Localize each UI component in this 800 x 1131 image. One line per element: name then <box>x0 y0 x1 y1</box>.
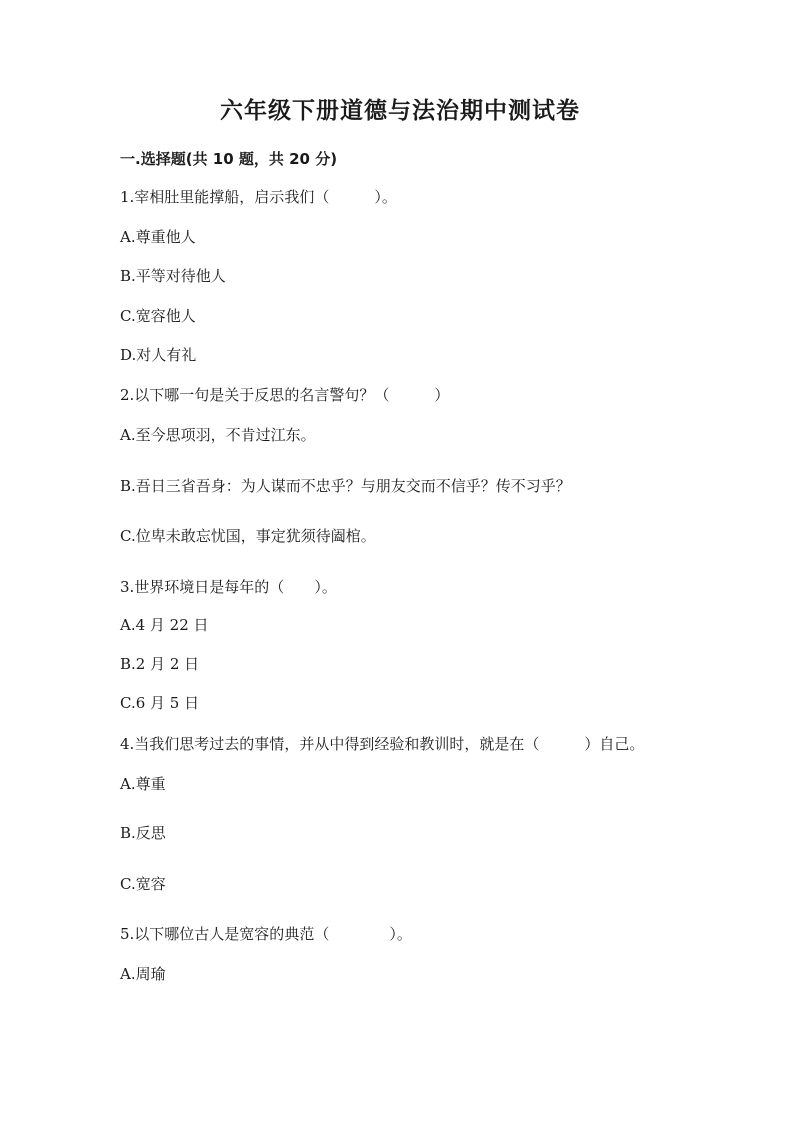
question-option: B.吾日三省吾身：为人谋而不忠乎？与朋友交而不信乎？传不习乎？ <box>120 477 571 495</box>
question-stem: 5.以下哪位古人是宽容的典范（ ）。 <box>120 925 412 943</box>
section-heading: 一.选择题(共 10 题，共 20 分) <box>120 150 338 168</box>
question-option: B.2 月 2 日 <box>120 655 200 673</box>
question-option: A.4 月 22 日 <box>120 616 209 634</box>
question-option: C.6 月 5 日 <box>120 694 200 712</box>
question-stem: 2.以下哪一句是关于反思的名言警句？（ ） <box>120 386 450 404</box>
question-option: A.至今思项羽，不肯过江东。 <box>120 426 316 444</box>
question-option: B.平等对待他人 <box>120 267 226 285</box>
question-option: C.位卑未敢忘忧国，事定犹须待阖棺。 <box>120 527 376 545</box>
question-option: B.反思 <box>120 824 166 842</box>
question-stem: 3.世界环境日是每年的（ ）。 <box>120 578 337 596</box>
question-option: A.尊重 <box>120 775 166 793</box>
question-option: C.宽容他人 <box>120 307 196 325</box>
question-option: D.对人有礼 <box>120 346 197 364</box>
question-option: C.宽容 <box>120 875 166 893</box>
question-stem: 1.宰相肚里能撑船，启示我们（ ）。 <box>120 188 397 206</box>
exam-title: 六年级下册道德与法治期中测试卷 <box>220 97 580 124</box>
question-option: A.尊重他人 <box>120 228 196 246</box>
question-option: A.周瑜 <box>120 965 166 983</box>
question-stem: 4.当我们思考过去的事情，并从中得到经验和教训时，就是在（ ）自己。 <box>120 735 645 753</box>
